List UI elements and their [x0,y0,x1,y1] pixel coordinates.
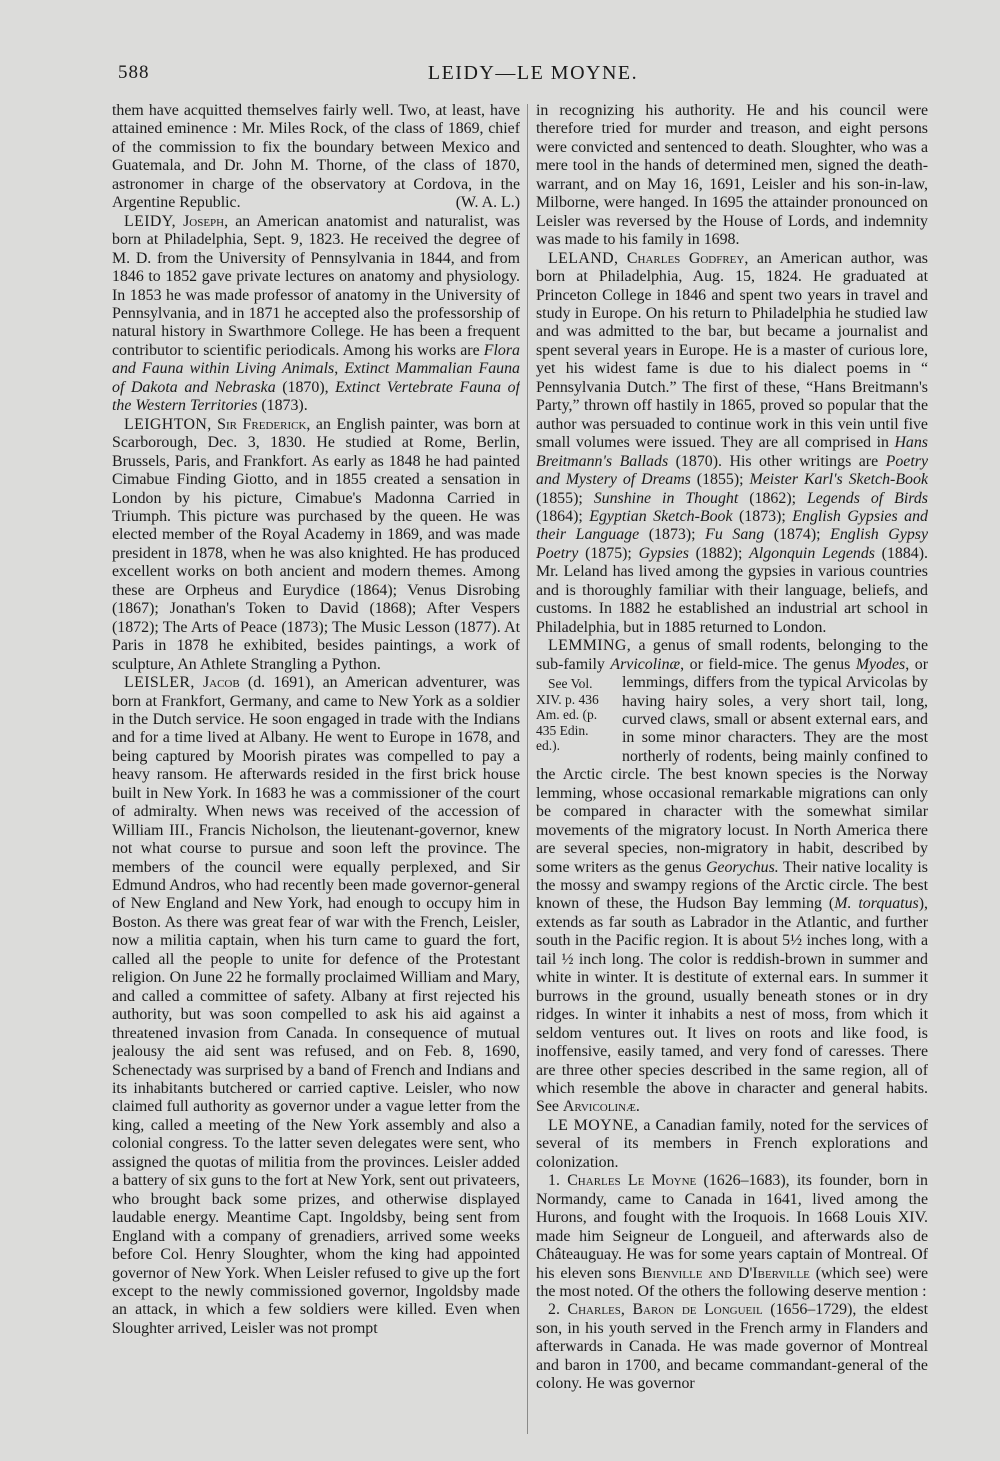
author-signature: (W. A. L.) [455,194,520,212]
entry-headword: LEIDY, [124,212,176,230]
entry-lemming: LEMMING, a genus of small rodents, belonging to the sub-family Arvicolinæ, or field-mice. The genus See Vol. XIV. p. 436 Am. ed. (p. 435 Edin. ed.). Myodes, or lemmings, differs from the typical Arvicolas by having hairy soles, a very short tail, long, curved claws, small or absent external ears, and in some minor characters. They are the most northerly of rodents, being mainly confined to the Arctic circle. The best known species is the Norway lemming, whose occasional remarkable migrations can only be compared in character with the somewhat similar movements of the migratory locust. In North America there are several species, non-migratory in habit, described by some writers as the genus Georychus. Their native locality is the mossy and swampy regions of the Arctic circle. The best known of these, the Hudson Bay lemming (M. torquatus), extends as far south as Labrador in the Atlantic, and further south in the Pacific region. It is about 5½ inches long, with a tail ½ inch long. The color is reddish-brown in summer and white in winter. It is destitute of external ears. In summer it burrows in the ground, usually beneath stones or in dry ridges. In winter it inhabits a nest of moss, from which it seldom ventures out. It lives on roots and like food, is inoffensive, easily tamed, and very fond of caresses. There are three other species described in the same region, all of which resemble the above in character and general habits. See Arvicolinæ. [536,637,928,1116]
left-column [112,102,520,1442]
entry-headword: LEMMING, [548,637,632,655]
continued-text: them have acquitted themselves fairly well. Two, at least, have attained eminence : Mr. Miles Rock, of the class of 1869, chief of the commission to fix the boundary between Mexico and Guatemala, and Dr. John M. Thorne, of the class of 1870, astronomer in charge of the observatory at Cordova, in the Argentine Republic. (W. A. L.) [112,102,520,212]
entry-given-names: Joseph, [183,212,229,230]
entry-given-names: Charles, Baron de Longueil [567,1301,763,1319]
column-divider [527,104,528,1434]
entry-le-moyne-item-2: 2. Charles, Baron de Longueil (1656–1729), the eldest son, in his youth served in the French army in Flanders and afterwards in Canada. He was made governor of Montreal and baron in 1700, and became commandant-general of the colony. He was governor [536,1301,928,1393]
entry-le-moyne: LE MOYNE, a Canadian family, noted for the services of several of its members in French explorations and colonization. [536,1116,928,1171]
running-title: LEIDY—LE MOYNE. [427,62,639,84]
continued-text: in recognizing his authority. He and his council were therefore tried for murder and treason, and eight persons were convicted and sentenced to death. Sloughter, who was a mere tool in the hands of determined men, signed the death-warrant, and on May 16, 1691, Leisler and his son-in-law, Milborne, were hanged. In 1695 the attainder pronounced on Leisler was reversed by the House of Lords, and indemnity was made to his family in 1698. [536,102,928,249]
entry-leidy: LEIDY, Joseph, an American anatomist and naturalist, was born at Philadelphia, Sept. 9, 1823. He received the degree of M. D. from the University of Pennsylvania in 1844, and from 1846 to 1852 gave private lectures on anatomy and physiology. In 1853 he was made professor of anatomy in the University of Pennsylvania, and in 1871 he accepted also the professorship of natural history in Swarthmore College. He has been a frequent contributor to scientific periodicals. Among his works are Flora and Fauna within Living Animals, Extinct Mammalian Fauna of Dakota and Nebraska (1870), Extinct Vertebrate Fauna of the Western Territories (1873). [112,212,520,415]
entry-given-names: Charles Godfrey, [626,249,749,267]
cross-reference-note: See Vol. XIV. p. 436 Am. ed. (p. 435 Edin. ed.). [536,676,599,754]
see-reference: Arvicolinæ. [562,1098,640,1116]
entry-leisler: LEISLER, Jacob (d. 1691), an American adventurer, was born at Frankfort, Germany, and came to New York as a soldier in the Dutch service. He soon engaged in trade with the Indians and for a time lived at Albany. He went to Europe in 1678, and being captured by Moorish pirates was compelled to pay a heavy ransom. He afterwards resided in the first brick house built in New York. In 1683 he was a commissioner of the court of admiralty. When news was received of the accession of William III., Francis Nicholson, the lieutenant-governor, knew not what course to pursue and soon left the province. The members of the council were equally perplexed, and Sir Edmund Andros, who had recently been made governor-general of New England and New York, had enough to occupy him in Boston. As there was great fear of war with the French, Leisler, now a militia captain, when his turn came to guard the fort, called all the people to unite for defence of the Protestant religion. On June 22 he formally proclaimed William and Mary, and called a committee of safety. Albany at first rejected his authority, but was soon compelled to ask his aid against a threatened invasion from Canada. In consequence of mutual jealousy the aid sent was refused, and on Feb. 8, 1690, Schenectady was surprised by a band of French and Indians and its inhabitants butchered or carried captive. Leisler, who now claimed full authority as governor under a vague letter from the king, called a meeting of the New York assembly and also a colonial congress. To the latter seven delegates were sent, who assigned the quotas of militia from the provinces. Leisler added a battery of six guns to the fort at New York, sent out privateers, who brought back some prizes, and otherwise displayed laudable energy. Meantime Capt. Ingoldsby, being sent from England with a company of grenadiers, arrived some weeks before Col. Henry Sloughter, whom the king had appointed governor of New York. When Leisler refused to give up the fort except to the newly commissioned governor, Ingoldsby made an attack, in which a few soldiers were killed. Even when Sloughter arrived, Leisler was not prompt [112,674,520,1337]
right-column [536,102,928,1442]
entry-given-names: Jacob [202,674,240,692]
entry-leland: LELAND, Charles Godfrey, an American author, was born at Philadelphia, Aug. 15, 1824. He graduated at Princeton College in 1846 and spent two years in travel and study in Europe. On his return to Philadelphia he studied law and was admitted to the bar, but became a journalist and spent several years in Europe. He is a master of curious lore, yet his widest fame is due to his dialect poems in “ Pennsylvania Dutch.” The first of these, “Hans Breitmann's Party,” thrown off hastily in 1865, proved so popular that the author was persuaded to continue work in this vein until five small volumes were issued. They are all comprised in Hans Breitmann's Ballads (1870). His other writings are Poetry and Mystery of Dreams (1855); Meister Karl's Sketch-Book (1855); Sunshine in Thought (1862); Legends of Birds (1864); Egyptian Sketch-Book (1873); English Gypsies and their Language (1873); Fu Sang (1874); English Gypsy Poetry (1875); Gypsies (1882); Algonquin Legends (1884). Mr. Leland has lived among the gypsies in various countries and is thoroughly familiar with their language, beliefs, and customs. In 1882 he established an industrial art school in Philadelphia, but in 1885 returned to London. [536,249,928,636]
entry-headword: LE MOYNE, [548,1116,639,1134]
entry-headword: LEIGHTON, [124,415,212,433]
entry-headword: LELAND, [548,249,619,267]
page-number: 588 [118,62,150,83]
entry-leighton: LEIGHTON, Sir Frederick, an English painter, was born at Scarborough, Dec. 3, 1830. He studied at Rome, Berlin, Brussels, Paris, and Frankfort. As early as 1848 he had painted Cimabue Finding Giotto, and in 1855 created a sensation in London by his picture, Cimabue's Madonna Carried in Triumph. This picture was purchased by the queen. He was elected member of the Royal Academy in 1869, and was made president in 1878, when he was also knighted. He has produced excellent works on both ancient and modern themes. Among these are Orpheus and Eurydice (1864); Venus Disrobing (1867); Jonathan's Token to David (1868); After Vespers (1872); The Arts of Peace (1873); The Music Lesson (1877). At Paris in 1878 he exhibited, besides paintings, a work of sculpture, An Athlete Strangling a Python. [112,415,520,673]
entry-le-moyne-item-1: 1. Charles Le Moyne (1626–1683), its founder, born in Normandy, came to Canada in 1641, lived among the Hurons, and fought with the Iroquois. In 1668 Louis XIV. made him Seigneur de Longueil, and afterwards also de Châteauguay. He was for some years captain of Montreal. Of his eleven sons Bienville and D'Iberville (which see) were the most noted. Of the others the following deserve mention : [536,1172,928,1300]
entry-headword: LEISLER, [124,674,195,692]
entry-given-names: Charles Le Moyne [567,1172,697,1190]
entry-given-names: Sir Frederick, [217,415,311,433]
page-header [118,62,948,88]
